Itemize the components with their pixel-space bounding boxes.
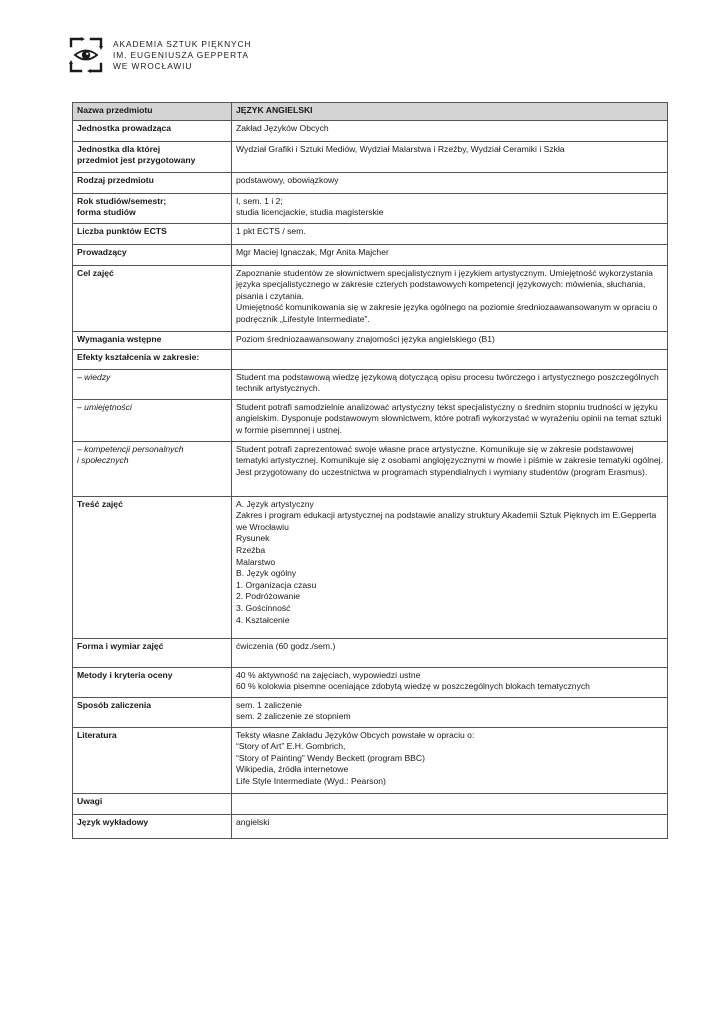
row-label: Nazwa przedmiotu <box>73 103 232 121</box>
row-label: Uwagi <box>73 793 232 814</box>
row-label: Liczba punktów ECTS <box>73 223 232 244</box>
row-label: Efekty kształcenia w zakresie: <box>73 349 232 369</box>
row-value: podstawowy, obowiązkowy <box>232 172 668 193</box>
academy-name-line: WE WROCŁAWIU <box>113 61 193 71</box>
table-row <box>73 349 668 369</box>
row-value: sem. 1 zaliczenie sem. 2 zaliczenie ze stopniem <box>232 697 668 727</box>
row-value: A. Język artystyczny Zakres i program edukacji artystycznej na podstawie analizy struktury Akademii Sztuk Pięknych im E.Gepperta we Wrocławiu Rysunek Rzeźba Malarstwo B. Język ogólny 1. Organizacja czasu 2. Podróżowanie 3. Gościnność 4. Kształcenie <box>232 496 668 638</box>
row-label: Prowadzący <box>73 244 232 265</box>
row-label: Rodzaj przedmiotu <box>73 172 232 193</box>
table-row <box>73 638 668 667</box>
row-value <box>232 793 668 814</box>
row-value <box>232 349 668 369</box>
academy-logo <box>67 36 251 74</box>
table-row <box>73 223 668 244</box>
table-row <box>73 120 668 141</box>
table-row <box>73 496 668 638</box>
row-value: Wydział Grafiki i Sztuki Mediów, Wydział Malarstwa i Rzeźby, Wydział Ceramiki i Szkła <box>232 141 668 172</box>
table-row <box>73 331 668 349</box>
table-row <box>73 103 668 121</box>
row-value: Poziom średniozaawansowany znajomości języka angielskiego (B1) <box>232 331 668 349</box>
row-value: Student potrafi zaprezentować swoje własne prace artystyczne. Komunikuje się w zakresie podstawowej tematyki artystycznej. Komunikuje się z osobami anglojęzycznymi w mowie i piśmie w zakresie tematyki ogólnej. Jest przygotowany do uczestnictwa w programach stypendialnych i wymiany studentów (program Erasmus). <box>232 441 668 496</box>
table-row <box>73 727 668 793</box>
table-row <box>73 793 668 814</box>
row-label: Jednostka dla której przedmiot jest przygotowany <box>73 141 232 172</box>
academy-name-line: IM. EUGENIUSZA GEPPERTA <box>113 50 249 60</box>
academy-emblem-icon <box>67 36 105 74</box>
row-value: I, sem. 1 i 2; studia licencjackie, studia magisterskie <box>232 193 668 223</box>
table-row <box>73 265 668 331</box>
row-value: 1 pkt ECTS / sem. <box>232 223 668 244</box>
row-label: – umiejętności <box>73 399 232 441</box>
table-row <box>73 141 668 172</box>
table-row <box>73 244 668 265</box>
row-value: Mgr Maciej Ignaczak, Mgr Anita Majcher <box>232 244 668 265</box>
row-label: Literatura <box>73 727 232 793</box>
table-row <box>73 441 668 496</box>
row-label: – kompetencji personalnych i społecznych <box>73 441 232 496</box>
table-row <box>73 172 668 193</box>
row-value: Student ma podstawową wiedzę językową dotyczącą opisu procesu twórczego i artystycznego poszczególnych technik artystycznych. <box>232 369 668 399</box>
row-value: Zapoznanie studentów ze słownictwem specjalistycznym i językiem artystycznym. Umiejętność wykorzystania języka specjalistycznego w zakresie czterych podstawowych kompetencji językowych: mówienia, słuchania, pisania i czytania. Umiejętność komunikowania się w zakresie języka ogólnego na poziomie średniozaawansowanym w opraciu o podręcznik „Lifestyle Intermediate”. <box>232 265 668 331</box>
table-row <box>73 369 668 399</box>
row-value: Student potrafi samodzielnie analizować artystyczny tekst specjalistyczny o średnim stopniu trudności w języku angielskim. Dysponuje podstawowym słownictwem, które potrafi wykorzystać w wyrażeniu opinii na temat sztuki w formie pisemnnej i ustnej. <box>232 399 668 441</box>
row-label: Sposób zaliczenia <box>73 697 232 727</box>
row-label: Jednostka prowadząca <box>73 120 232 141</box>
table-row <box>73 667 668 697</box>
academy-name <box>113 36 251 72</box>
row-value: 40 % aktywność na zajęciach, wypowiedzi ustne 60 % kolokwia pisemne oceniające zdobytą wiedzę w poszczególnych blokach tematycznych <box>232 667 668 697</box>
row-label: Metody i kryteria oceny <box>73 667 232 697</box>
row-label: Cel zajęć <box>73 265 232 331</box>
row-label: Forma i wymiar zajęć <box>73 638 232 667</box>
row-value: Zakład Języków Obcych <box>232 120 668 141</box>
syllabus-table <box>72 102 668 839</box>
row-value: angielski <box>232 814 668 838</box>
table-row <box>73 399 668 441</box>
row-value: ćwiczenia (60 godz./sem.) <box>232 638 668 667</box>
academy-name-line: AKADEMIA SZTUK PIĘKNYCH <box>113 39 252 49</box>
row-value: Teksty własne Zakładu Języków Obcych powstałe w opraciu o: “Story of Art” E.H. Gombrich, “Story of Painting” Wendy Beckett (program BBC) Wikipedia, źródła internetowe Life Style Intermediate (Wyd.: Pearson) <box>232 727 668 793</box>
row-label: Treść zajęć <box>73 496 232 638</box>
row-label: – wiedzy <box>73 369 232 399</box>
row-label: Język wykładowy <box>73 814 232 838</box>
table-row <box>73 814 668 838</box>
row-value: JĘZYK ANGIELSKI <box>232 103 668 121</box>
row-label: Rok studiów/semestr; forma studiów <box>73 193 232 223</box>
table-row <box>73 697 668 727</box>
row-label: Wymagania wstępne <box>73 331 232 349</box>
table-row <box>73 193 668 223</box>
